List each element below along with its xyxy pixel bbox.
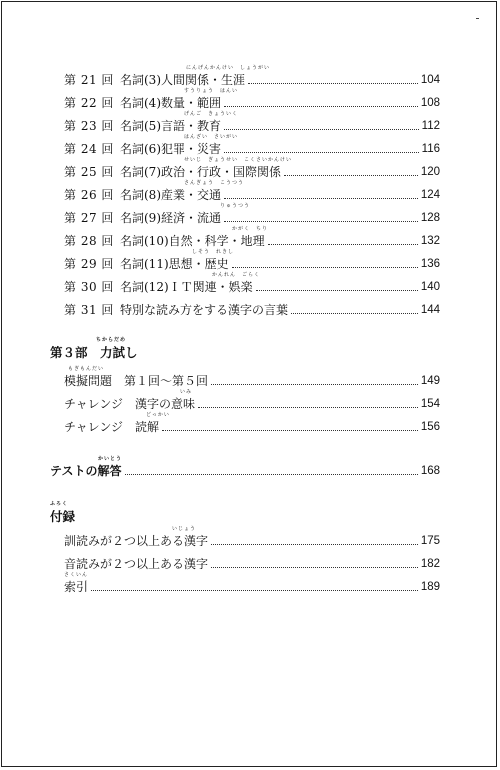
title-furigana: かいとう xyxy=(98,456,123,462)
heading-furigana: ふろく xyxy=(50,501,69,507)
entry-title: 音読みが２つ以上ある漢字 xyxy=(64,557,209,571)
lesson-number: 第 23 回 xyxy=(64,119,114,133)
corner-mark xyxy=(476,18,479,19)
toc-entry-lesson-21[interactable] xyxy=(64,65,440,87)
toc-entry-challenge-reading[interactable] xyxy=(64,412,440,434)
appendix-heading: ふろく 付録 xyxy=(50,501,76,524)
dot-leader xyxy=(125,473,418,475)
title-furigana: すうりょう はんい xyxy=(184,88,239,94)
lesson-number: 第 21 回 xyxy=(64,73,114,87)
title-furigana: さんぎょう こうつう xyxy=(184,180,245,186)
page-number: 168 xyxy=(420,465,440,477)
dot-leader xyxy=(224,128,419,130)
toc-entry-lesson-31[interactable] xyxy=(64,303,440,317)
title-furigana: かんれん ごらく xyxy=(212,272,261,278)
lesson-title: げんご きょういく 名詞(5)言語・教育 xyxy=(120,111,239,133)
title-furigana: どっかい xyxy=(146,412,170,418)
lesson-title: かんれん ごらく 名詞(12)ＩＴ関連・娯楽 xyxy=(120,272,261,294)
page-number: 120 xyxy=(420,166,440,178)
dot-leader xyxy=(91,589,418,591)
toc-entry-mock-exams[interactable] xyxy=(64,366,440,388)
toc-entry-index[interactable] xyxy=(64,572,440,594)
title-furigana: りゅうつう xyxy=(220,203,251,209)
toc-entry-lesson-25[interactable] xyxy=(64,157,440,179)
title-furigana: はんざい さいがい xyxy=(184,134,239,140)
toc-entry-lesson-26[interactable] xyxy=(64,180,440,202)
page-number: 124 xyxy=(420,189,440,201)
page-number: 116 xyxy=(421,143,440,155)
entry-title: どっかい チャレンジ 読解 xyxy=(64,412,170,434)
title-furigana: せいじ ぎょうせい こくさいかんけい xyxy=(184,157,293,163)
part3-heading: ちからだめ 第３部 力試し xyxy=(50,337,138,360)
toc-entry-lesson-22[interactable] xyxy=(64,88,440,110)
title-furigana: さくいん xyxy=(64,572,89,578)
title-furigana: しそう れきし xyxy=(192,249,235,255)
dot-leader xyxy=(248,82,418,84)
title-furigana: いじょう xyxy=(172,526,197,532)
lesson-number: 第 30 回 xyxy=(64,280,114,294)
toc-entry-lesson-23[interactable] xyxy=(64,111,440,133)
page-number: 140 xyxy=(420,281,440,293)
page-number: 108 xyxy=(420,97,440,109)
page-number: 132 xyxy=(420,235,440,247)
dot-leader xyxy=(224,220,418,222)
title-furigana: いみ xyxy=(180,389,193,395)
entry-title: さくいん 索引 xyxy=(64,572,89,594)
entry-title: いみ チャレンジ 漢字の意味 xyxy=(64,389,196,411)
lesson-title: すうりょう はんい 名詞(4)数量・範囲 xyxy=(120,88,239,110)
lesson-title: せいじ ぎょうせい こくさいかんけい 名詞(7)政治・行政・国際関係 xyxy=(120,157,293,179)
lesson-title: さんぎょう こうつう 名詞(8)産業・交通 xyxy=(120,180,245,202)
lesson-number: 第 29 回 xyxy=(64,257,114,271)
title-furigana: かがく ちり xyxy=(232,226,269,232)
lesson-number: 第 25 回 xyxy=(64,165,114,179)
title-furigana: げんご きょういく xyxy=(184,111,239,117)
dot-leader xyxy=(291,312,418,314)
page-number: 112 xyxy=(421,120,440,132)
toc-entry-lesson-30[interactable] xyxy=(64,272,440,294)
dot-leader xyxy=(268,243,418,245)
page-number: 144 xyxy=(420,304,440,316)
page-number: 104 xyxy=(420,74,440,86)
lesson-number: 第 28 回 xyxy=(64,234,114,248)
entry-title: かいとう テストの解答 xyxy=(50,456,123,478)
entry-title: いじょう 訓読みが２つ以上ある漢字 xyxy=(64,526,209,548)
lesson-number: 第 22 回 xyxy=(64,96,114,110)
dot-leader xyxy=(284,174,418,176)
lesson-title: 特別な読み方をする漢字の言葉 xyxy=(120,303,289,317)
toc-entry-lesson-29[interactable] xyxy=(64,249,440,271)
lesson-title: にんげんかんけい しょうがい 名詞(3)人間関係・生涯 xyxy=(120,65,271,87)
lesson-title: はんざい さいがい 名詞(6)犯罪・災害 xyxy=(120,134,239,156)
lesson-number: 第 26 回 xyxy=(64,188,114,202)
toc-entry-test-answers[interactable] xyxy=(50,456,440,478)
dot-leader xyxy=(224,105,418,107)
lesson-number: 第 24 回 xyxy=(64,142,114,156)
toc-entry-lesson-27[interactable] xyxy=(64,203,440,225)
toc-entry-challenge-meaning[interactable] xyxy=(64,389,440,411)
entry-title: もぎもんだい 模擬問題 第１回～第５回 xyxy=(64,366,209,388)
dot-leader xyxy=(198,406,418,408)
lesson-title: りゅうつう 名詞(9)経済・流通 xyxy=(120,203,251,225)
page-number: 136 xyxy=(420,258,440,270)
dot-leader xyxy=(162,429,418,431)
page-number: 156 xyxy=(420,421,440,433)
lesson-number: 第 31 回 xyxy=(64,303,114,317)
title-furigana: にんげんかんけい しょうがい xyxy=(186,65,271,71)
toc-entry-kun-readings[interactable] xyxy=(64,526,440,548)
page-number: 149 xyxy=(420,375,440,387)
title-furigana: もぎもんだい xyxy=(68,366,105,372)
page-number: 189 xyxy=(420,581,440,593)
lesson-number: 第 27 回 xyxy=(64,211,114,225)
dot-leader xyxy=(211,543,418,545)
page-number: 128 xyxy=(420,212,440,224)
dot-leader xyxy=(211,566,418,568)
dot-leader xyxy=(224,197,418,199)
dot-leader xyxy=(256,289,418,291)
lesson-title: かがく ちり 名詞(10)自然・科学・地理 xyxy=(120,226,269,248)
dot-leader xyxy=(232,266,418,268)
page-number: 182 xyxy=(420,558,440,570)
toc-entry-lesson-24[interactable] xyxy=(64,134,440,156)
toc-entry-on-readings[interactable] xyxy=(64,557,440,571)
page-number: 175 xyxy=(420,535,440,547)
page-number: 154 xyxy=(420,398,440,410)
toc-entry-lesson-28[interactable] xyxy=(64,226,440,248)
heading-furigana: ちからだめ xyxy=(96,337,127,343)
dot-leader xyxy=(224,151,419,153)
dot-leader xyxy=(211,383,418,385)
lesson-title: しそう れきし 名詞(11)思想・歴史 xyxy=(120,249,235,271)
